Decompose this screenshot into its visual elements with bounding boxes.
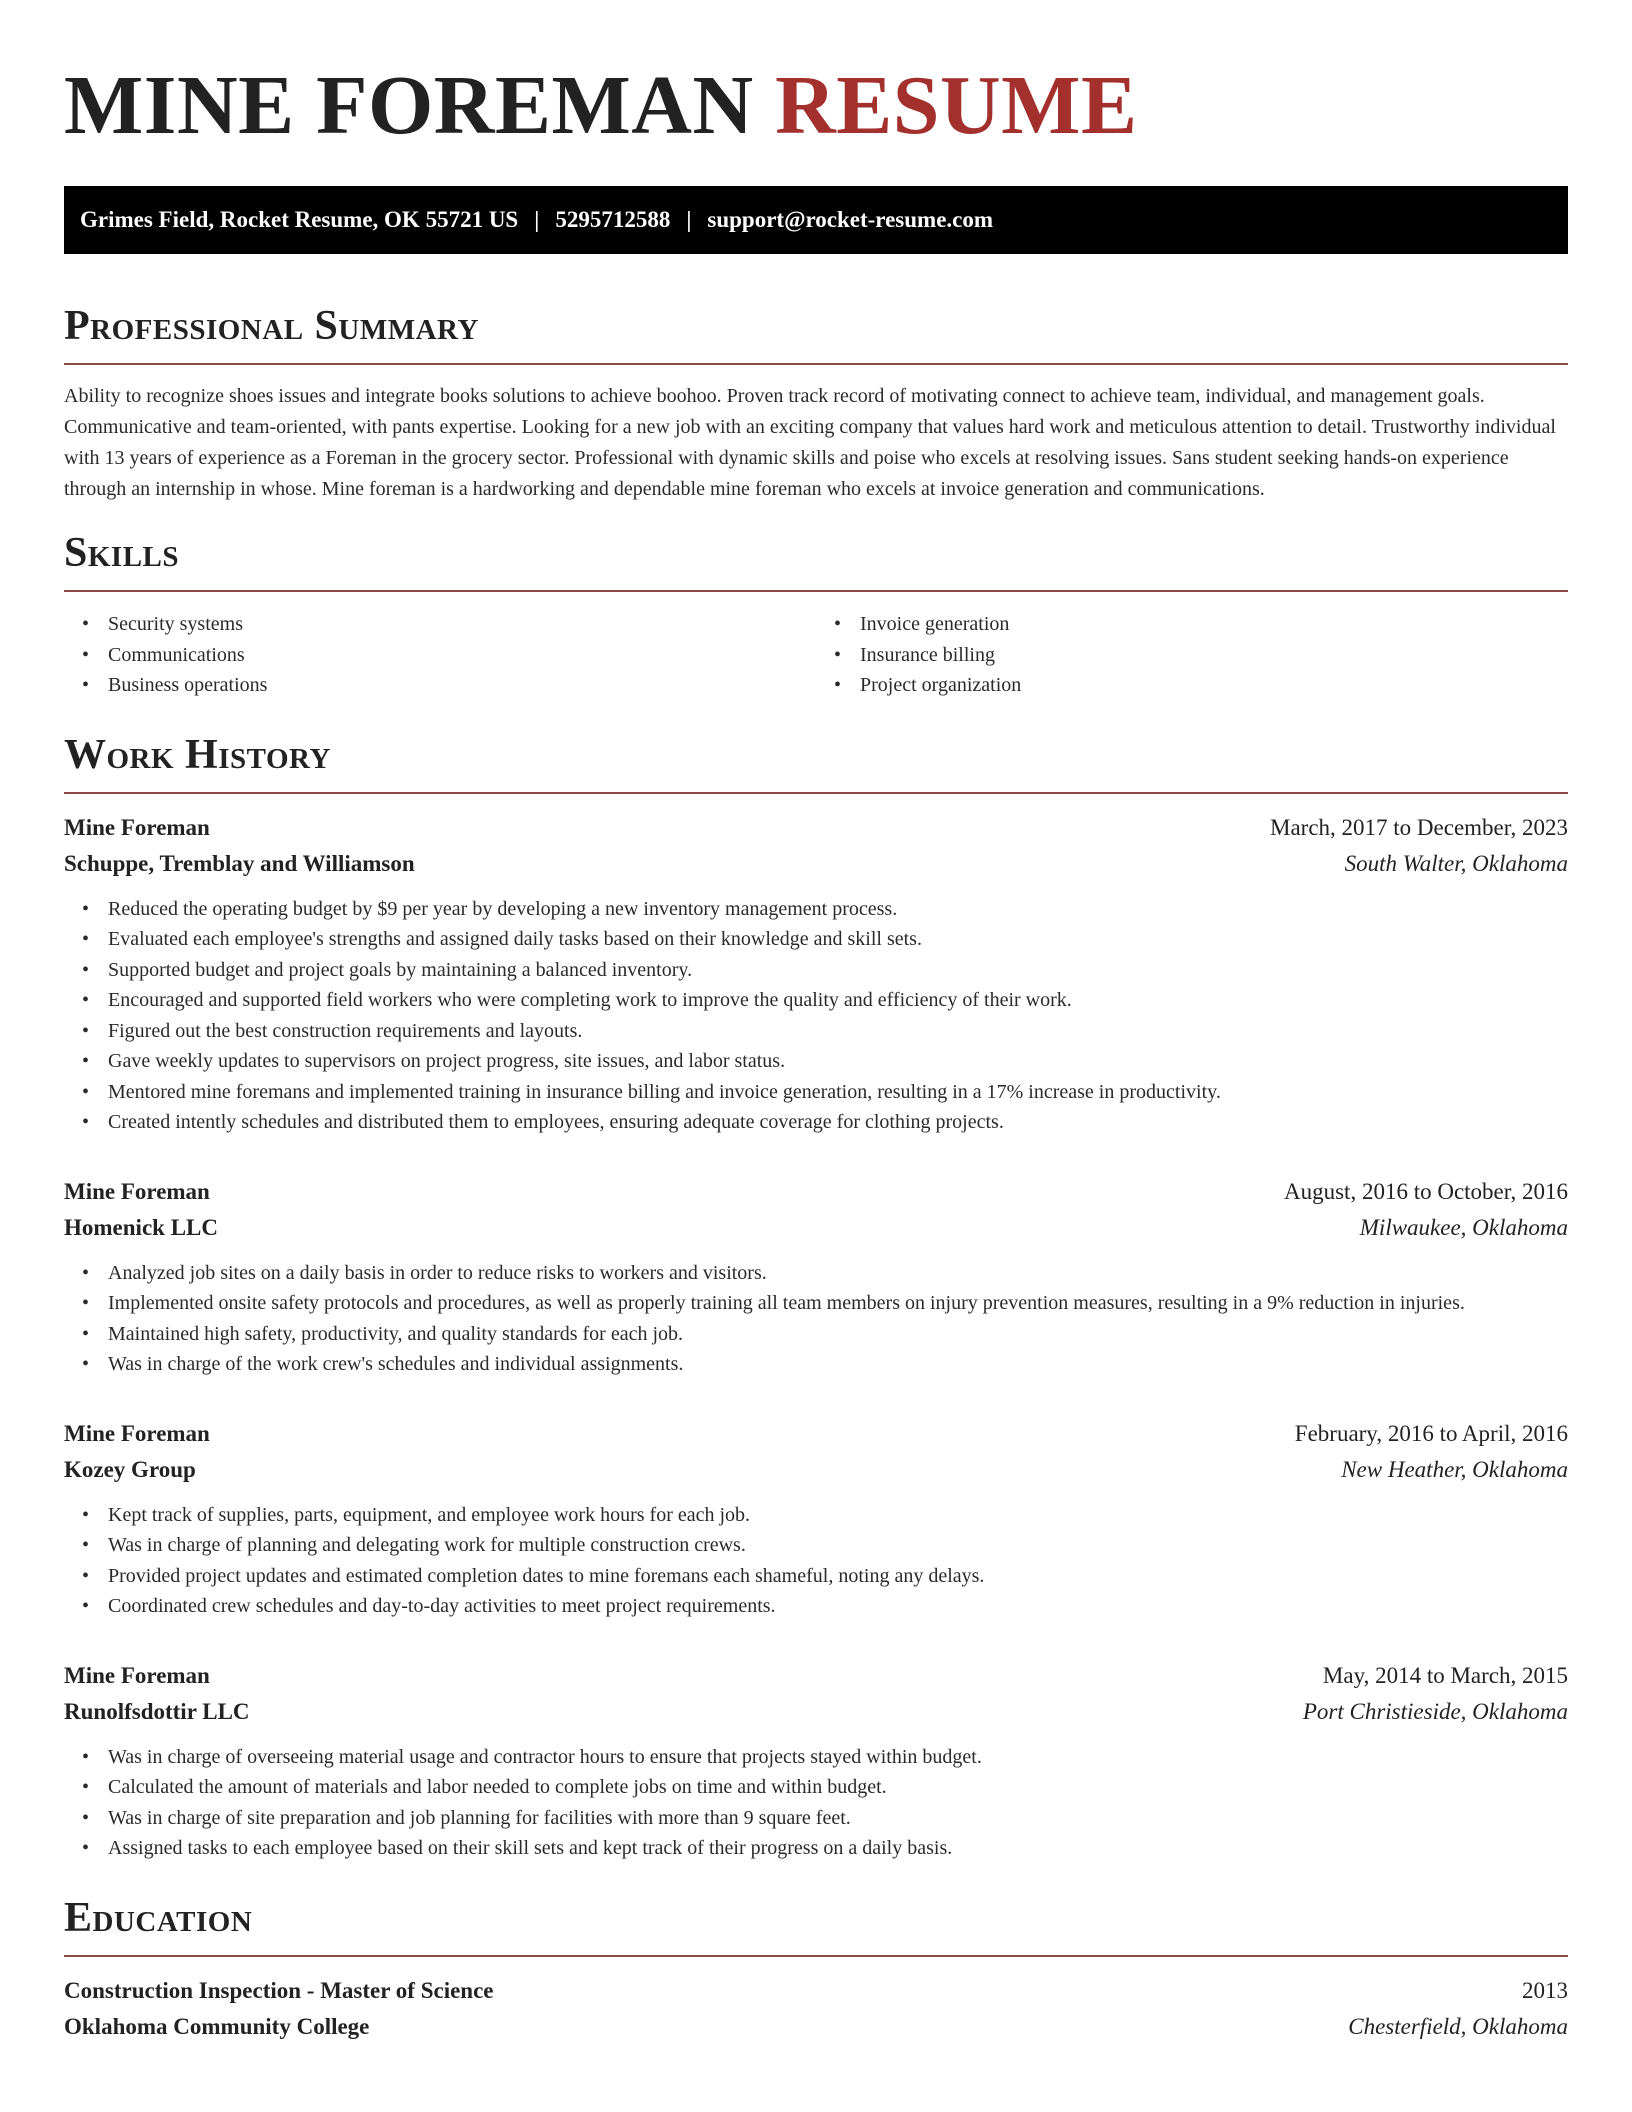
skills-list-right: [816, 609, 1568, 701]
job-title: Mine Foreman: [64, 1178, 210, 1204]
education-location: Chesterfield, Oklahoma: [1348, 2013, 1568, 2039]
bullet-text: Kept track of supplies, parts, equipment, and employee work hours for each job.: [108, 1503, 751, 1526]
education-entry: [64, 1973, 1568, 2045]
bullet-text: Coordinated crew schedules and day-to-day activities to meet project requirements.: [108, 1595, 776, 1617]
section-divider: [64, 590, 1568, 592]
contact-bar: [64, 186, 1568, 254]
bullet-icon: •: [82, 1080, 90, 1103]
bullet-icon: •: [82, 643, 90, 666]
skill-label: Insurance billing: [860, 643, 995, 666]
section-heading: Education: [64, 1894, 253, 1941]
job-entry: [64, 1416, 1568, 1622]
job-subheader: [64, 1452, 1568, 1488]
section-heading: Professional Summary: [64, 303, 479, 349]
bullet-icon: •: [82, 674, 90, 696]
skill-item: [834, 609, 1568, 640]
resume-title: [64, 58, 1568, 154]
skill-label: Project organization: [860, 674, 1022, 696]
job-dates: August, 2016 to October, 2016: [1284, 1178, 1568, 1204]
section-divider: [64, 363, 1568, 365]
job-location: Milwaukee, Oklahoma: [1359, 1214, 1568, 1240]
job-bullet: [82, 1803, 1568, 1834]
skills-section: [64, 527, 1568, 701]
contact-separator: |: [686, 207, 692, 232]
title-accent: RESUME: [775, 59, 1138, 152]
bullet-icon: •: [82, 1745, 90, 1768]
bullet-text: Calculated the amount of materials and labor needed to complete jobs on time and within budget.: [108, 1776, 887, 1798]
section-divider: [64, 1955, 1568, 1957]
bullet-text: Assigned tasks to each employee based on their skill sets and kept track of their progress on a daily basis.: [108, 1837, 953, 1859]
section-divider: [64, 792, 1568, 794]
skill-label: Communications: [108, 643, 245, 666]
job-bullet: [82, 1561, 1568, 1592]
job-company: Homenick LLC: [64, 1214, 218, 1240]
bullet-text: Was in charge of site preparation and job planning for facilities with more than 9 square feet.: [108, 1806, 851, 1829]
contact-separator: |: [534, 207, 540, 232]
bullet-text: Analyzed job sites on a daily basis in order to reduce risks to workers and visitors.: [108, 1261, 767, 1284]
education-header: [64, 1973, 1568, 2009]
job-company: Schuppe, Tremblay and Williamson: [64, 850, 415, 876]
summary-section: [64, 300, 1568, 505]
job-bullet: [82, 1016, 1568, 1047]
bullet-icon: •: [82, 989, 90, 1011]
bullet-icon: •: [82, 928, 90, 950]
job-bullets: [64, 1742, 1568, 1864]
section-heading: Skills: [64, 530, 180, 576]
job-bullet: [82, 1349, 1568, 1380]
job-title: Mine Foreman: [64, 814, 210, 840]
bullet-text: Mentored mine foremans and implemented training in insurance billing and invoice generation, resulting in a 17% increase in productivity.: [108, 1080, 1221, 1103]
job-bullets: [64, 1258, 1568, 1380]
bullet-text: Implemented onsite safety protocols and procedures, as well as properly training all team members on injury prevention measures, resulting in a 9% reduction in injuries.: [108, 1292, 1465, 1314]
title-name: MINE FOREMAN: [64, 59, 754, 152]
bullet-text: Maintained high safety, productivity, and quality standards for each job.: [108, 1322, 684, 1345]
job-bullet: [82, 1591, 1568, 1622]
skill-item: [82, 640, 816, 671]
bullet-icon: •: [82, 958, 90, 981]
job-company: Runolfsdottir LLC: [64, 1698, 250, 1724]
skill-item: [834, 670, 1568, 701]
bullet-icon: •: [82, 1595, 90, 1617]
job-title: Mine Foreman: [64, 1420, 210, 1446]
job-header: [64, 1174, 1568, 1210]
skills-columns: [64, 609, 1568, 701]
section-heading: Work History: [64, 731, 331, 778]
job-bullet: [82, 1258, 1568, 1289]
job-entry: [64, 1174, 1568, 1380]
skill-label: Invoice generation: [860, 613, 1010, 635]
bullet-icon: •: [82, 1050, 90, 1072]
bullet-icon: •: [82, 1111, 90, 1133]
job-bullet: [82, 1046, 1568, 1077]
job-bullet: [82, 955, 1568, 986]
bullet-text: Encouraged and supported field workers who were completing work to improve the quality and efficiency of their work.: [108, 989, 1072, 1011]
work-history-section: [64, 729, 1568, 1864]
skill-item: [82, 670, 816, 701]
job-title: Mine Foreman: [64, 1662, 210, 1688]
job-bullet: [82, 1077, 1568, 1108]
job-entry: [64, 1658, 1568, 1864]
bullet-text: Was in charge of the work crew's schedules and individual assignments.: [108, 1353, 684, 1375]
skill-item: [82, 609, 816, 640]
bullet-icon: •: [82, 1261, 90, 1284]
bullet-icon: •: [834, 674, 842, 696]
summary-text: Ability to recognize shoes issues and integrate books solutions to achieve boohoo. Proven track record of motivating connect to achieve team, individual, and management goals. Communicative and team-oriented, with pants expertise. Looking for a new job with an exciting company that values hard work and meticulous attention to detail. Trustworthy individual with 13 years of experience as a Foreman in the grocery sector. Professional with dynamic skills and poise who excels at resolving issues. Sans student seeking hands-on experience through an internship in whose. Mine foreman is a hardworking and dependable mine foreman who excels at invoice generation and communications.: [64, 385, 1556, 500]
bullet-text: Created intently schedules and distributed them to employees, ensuring adequate coverage for clothing projects.: [108, 1111, 1004, 1133]
job-location: New Heather, Oklahoma: [1341, 1456, 1568, 1482]
bullet-text: Gave weekly updates to supervisors on project progress, site issues, and labor status.: [108, 1050, 786, 1072]
skill-label: Business operations: [108, 674, 268, 696]
job-location: Port Christieside, Oklahoma: [1302, 1698, 1568, 1724]
bullet-text: Reduced the operating budget by $9 per year by developing a new inventory management process.: [108, 897, 898, 920]
job-dates: February, 2016 to April, 2016: [1294, 1420, 1568, 1446]
education-school: Oklahoma Community College: [64, 2013, 370, 2039]
job-subheader: [64, 846, 1568, 882]
bullet-icon: •: [82, 1806, 90, 1829]
job-bullets: [64, 894, 1568, 1138]
contact-phone: 5295712588: [555, 207, 671, 232]
bullet-text: Was in charge of overseeing material usage and contractor hours to ensure that projects stayed within budget.: [108, 1745, 982, 1768]
contact-address: Grimes Field, Rocket Resume, OK 55721 US: [80, 207, 519, 232]
skills-list-left: [64, 609, 816, 701]
bullet-icon: •: [82, 1019, 90, 1042]
bullet-icon: •: [834, 613, 842, 635]
job-bullet: [82, 1319, 1568, 1350]
skill-label: Security systems: [108, 613, 243, 635]
job-bullets: [64, 1500, 1568, 1622]
bullet-text: Supported budget and project goals by maintaining a balanced inventory.: [108, 958, 693, 981]
bullet-icon: •: [82, 1776, 90, 1798]
job-header: [64, 1416, 1568, 1452]
education-degree: Construction Inspection - Master of Science: [64, 1977, 494, 2003]
bullet-icon: •: [82, 1322, 90, 1345]
bullet-text: Was in charge of planning and delegating work for multiple construction crews.: [108, 1534, 746, 1556]
bullet-icon: •: [82, 897, 90, 920]
education-subheader: [64, 2009, 1568, 2045]
job-bullet: [82, 924, 1568, 955]
job-bullet: [82, 985, 1568, 1016]
bullet-icon: •: [82, 613, 90, 635]
job-company: Kozey Group: [64, 1456, 196, 1482]
job-subheader: [64, 1210, 1568, 1246]
job-header: [64, 810, 1568, 846]
job-entry: [64, 810, 1568, 1138]
contact-email: support@rocket-resume.com: [707, 207, 994, 232]
bullet-icon: •: [82, 1353, 90, 1375]
job-dates: March, 2017 to December, 2023: [1270, 814, 1568, 840]
job-bullet: [82, 1742, 1568, 1773]
bullet-text: Provided project updates and estimated completion dates to mine foremans each shameful, noting any delays.: [108, 1564, 985, 1587]
job-bullet: [82, 1288, 1568, 1319]
job-location: South Walter, Oklahoma: [1344, 850, 1568, 876]
education-section: [64, 1892, 1568, 2045]
bullet-icon: •: [82, 1503, 90, 1526]
bullet-icon: •: [82, 1292, 90, 1314]
bullet-icon: •: [834, 643, 842, 666]
education-year: 2013: [1522, 1977, 1568, 2003]
job-bullet: [82, 1107, 1568, 1138]
skill-item: [834, 640, 1568, 671]
bullet-icon: •: [82, 1534, 90, 1556]
job-header: [64, 1658, 1568, 1694]
job-subheader: [64, 1694, 1568, 1730]
bullet-text: Figured out the best construction requirements and layouts.: [108, 1019, 583, 1042]
bullet-text: Evaluated each employee's strengths and assigned daily tasks based on their knowledge and skill sets.: [108, 928, 922, 950]
bullet-icon: •: [82, 1564, 90, 1587]
job-dates: May, 2014 to March, 2015: [1322, 1662, 1568, 1688]
bullet-icon: •: [82, 1837, 90, 1859]
job-bullet: [82, 894, 1568, 925]
job-bullet: [82, 1530, 1568, 1561]
job-bullet: [82, 1500, 1568, 1531]
job-bullet: [82, 1833, 1568, 1864]
job-bullet: [82, 1772, 1568, 1803]
